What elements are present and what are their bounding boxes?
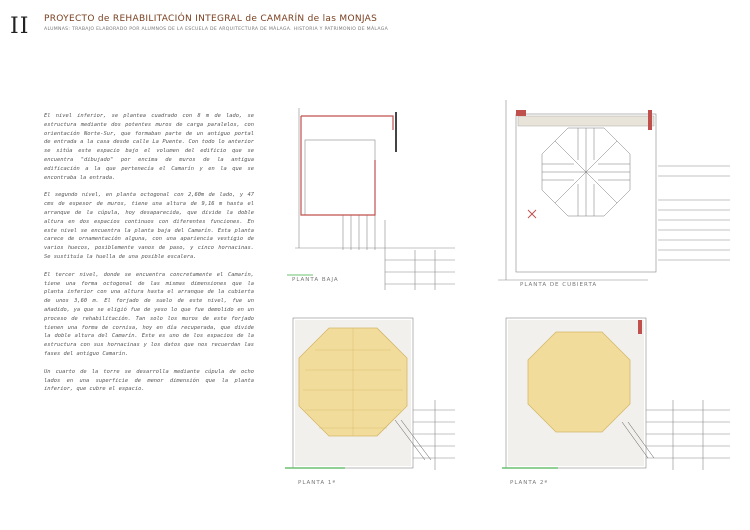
sheet-title: PROYECTO de REHABILITACIÓN INTEGRAL de CAMARÍN de las MONJAS	[44, 14, 378, 24]
sheet-number: II	[10, 14, 30, 39]
sheet-subtitle: ALUMNAS: TRABAJO ELABORADO POR ALUMNOS DE LA ESCUELA DE ARQUITECTURA DE MÁLAGA. HISTORIA Y PATRIMONIO DE MÁLAGA	[44, 27, 389, 32]
plan-second-floor	[498, 310, 733, 475]
plan-first-floor	[285, 310, 460, 475]
paragraph-level-2: El segundo nivel, en planta octogonal con 2,60m de lado, y 47 cms de espesor de muros, tiene una altura de 9,16 m hasta el arranque de la cúpula, hoy desaparecida, que divide la doble altura en dos espacios continuos con diferentes funciones. En este nivel se encuentra la planta baja del Camarín. Esta planta carece de ornamentación alguna, con una apariencia vestigio de varios huecos, posiblemente vanos de paso, y cinco hornacinas. Se sustituía la huella de una posible escalera.	[44, 192, 254, 260]
label-planta-1: PLANTA 1ª	[298, 480, 336, 486]
paragraph-level-1: El nivel inferior, se plantea cuadrado con 8 m de lado, se estructura mediante dos potentes muros de carga paralelos, con orientación Norte-Sur, que formaban parte de un antiguo portal de entrada a la casa desde calle La Puente. Con todo lo anterior se sitúa este espacio bajo el volumen del edificio que se encuentra "dibujado" por encima de muros de la antigua edificación a la que pertenecía el Camarín y en la que se encontraba la entrada.	[44, 113, 254, 181]
label-planta-baja: PLANTA BAJA	[292, 277, 339, 283]
paragraph-level-3: El tercer nivel, donde se encuentra concretamente el Camarín, tiene una forma octogonal de las mismas dimensiones que la planta inferior con una altura hasta el arranque de la cubierta de unos 3,60 m. El forjado de suelo de este nivel, fue un añadido, ya que se eligió fue de yeso lo que fue demolido en un proceso de rehabilitación. Tan solo los muros de este forjado tienen una forma de cornisa, hoy en día recuperada, que divide la doble altura del Camarín. Este es uno de los espacios de la estructura con sus hornacinas y los datos que nos recuerdan las fases del antiguo Camarín.	[44, 271, 254, 357]
description-text	[44, 112, 254, 403]
plan-ground-floor	[285, 100, 460, 290]
label-planta-cubierta: PLANTA DE CUBIERTA	[520, 282, 598, 288]
plan-roof	[498, 100, 733, 290]
paragraph-level-4: Un cuarto de la torre se desarrolla mediante cúpula de ocho lados en una superficie de menor dimensión que la planta inferior, que cubre el espacio.	[44, 368, 254, 393]
label-planta-2: PLANTA 2ª	[510, 480, 548, 486]
